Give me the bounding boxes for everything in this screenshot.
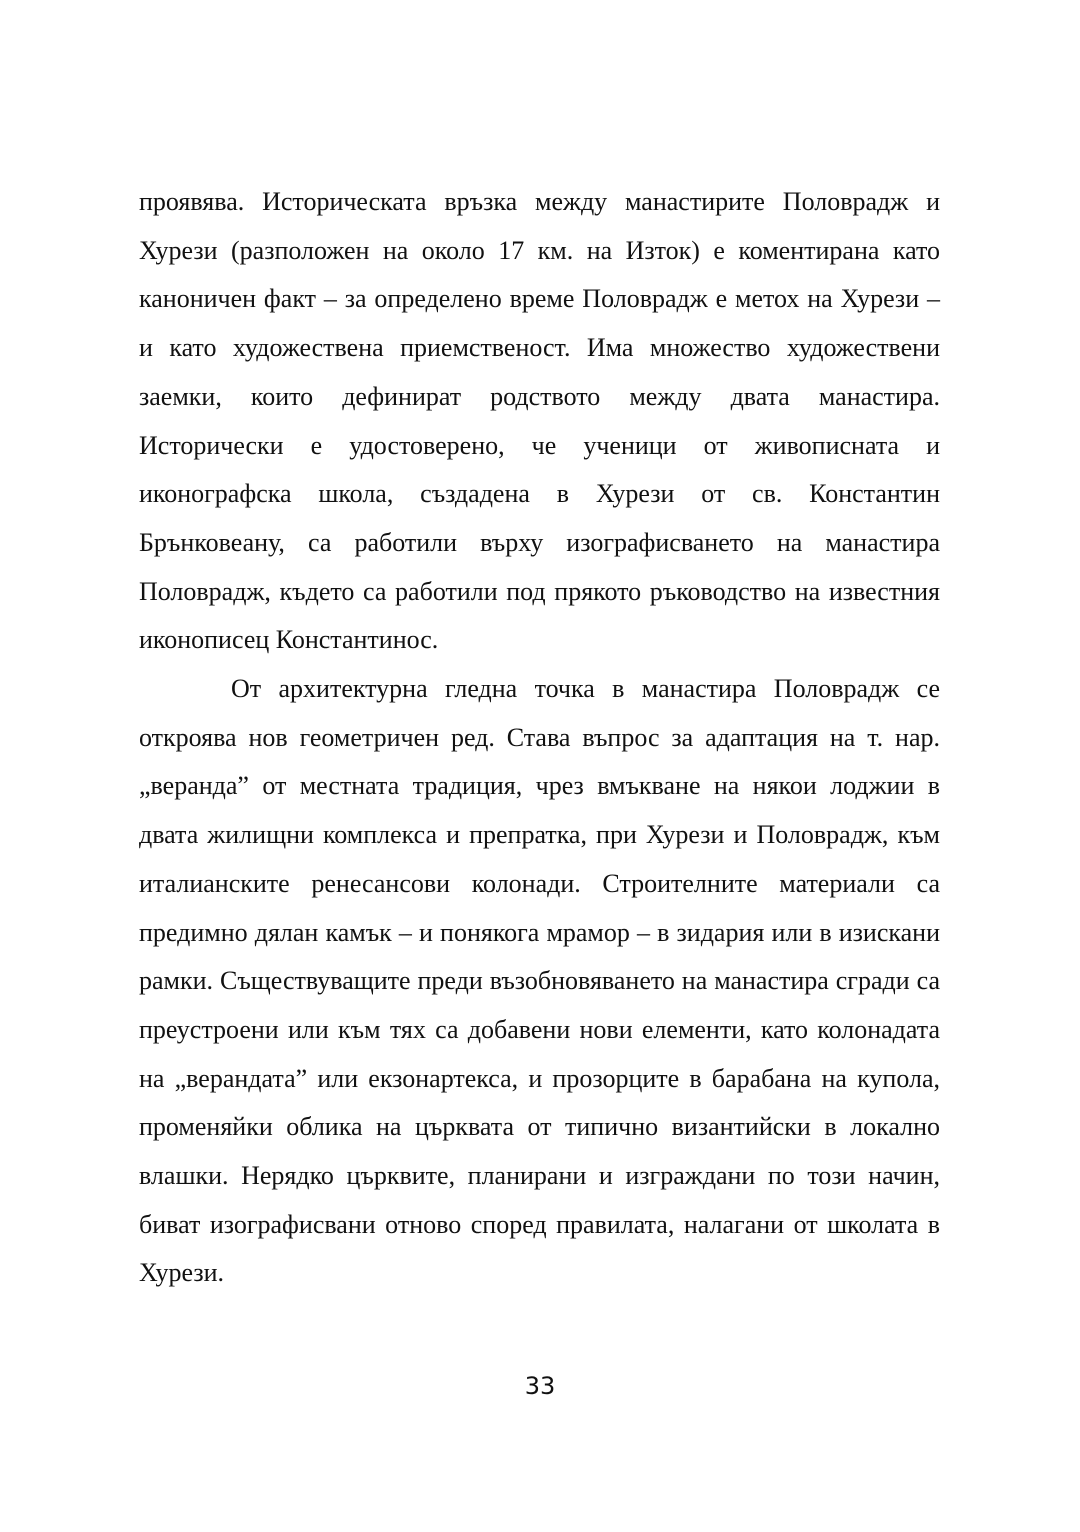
page-number: 33 [524, 1372, 556, 1400]
body-paragraph-2: От архитектурна гледна точка в манастира Половрадж се откроява нов геометричен ред. Става въпрос за адаптация на т. нар. „веранда” от местната традиция, чрез вмъкване на някои лоджии в двата жилищни комплекса и препратка, при Хурези и Половрадж, към италианските ренесансови колонади. Строителните материали са предимно дялан камък – и понякога мрамор – в зидария или в изискани рамки. Съществуващите преди възобновяването на манастира сгради са преустроени или към тях са добавени нови елементи, като колонадата на „верандата” или екзонартекса, и прозорците в барабана на купола, променяйки облика на църквата от типично византийски в локално влашки. Нерядко църквите, планирани и изграждани по този начин, биват изографисвани отново според правилата, налагани от школата в Хурези. [139, 674, 940, 1288]
body-paragraph-1: проявява. Историческата връзка между манастирите Половрадж и Хурези (разположен на около 17 км. на Изток) е коментирана като каноничен факт – за определено време Половрадж е метох на Хурези – и като художествена приемственост. Има множество художествени заемки, които дефинират родството между двата манастира. Исторически е удостоверено, че ученици от живописната и иконографска школа, създадена в Хурези от св. Константин Брънковеану, са работили върху изографисването на манастира Половрадж, където са работили под прякото ръководство на известния иконописец Константинос. [139, 187, 940, 655]
